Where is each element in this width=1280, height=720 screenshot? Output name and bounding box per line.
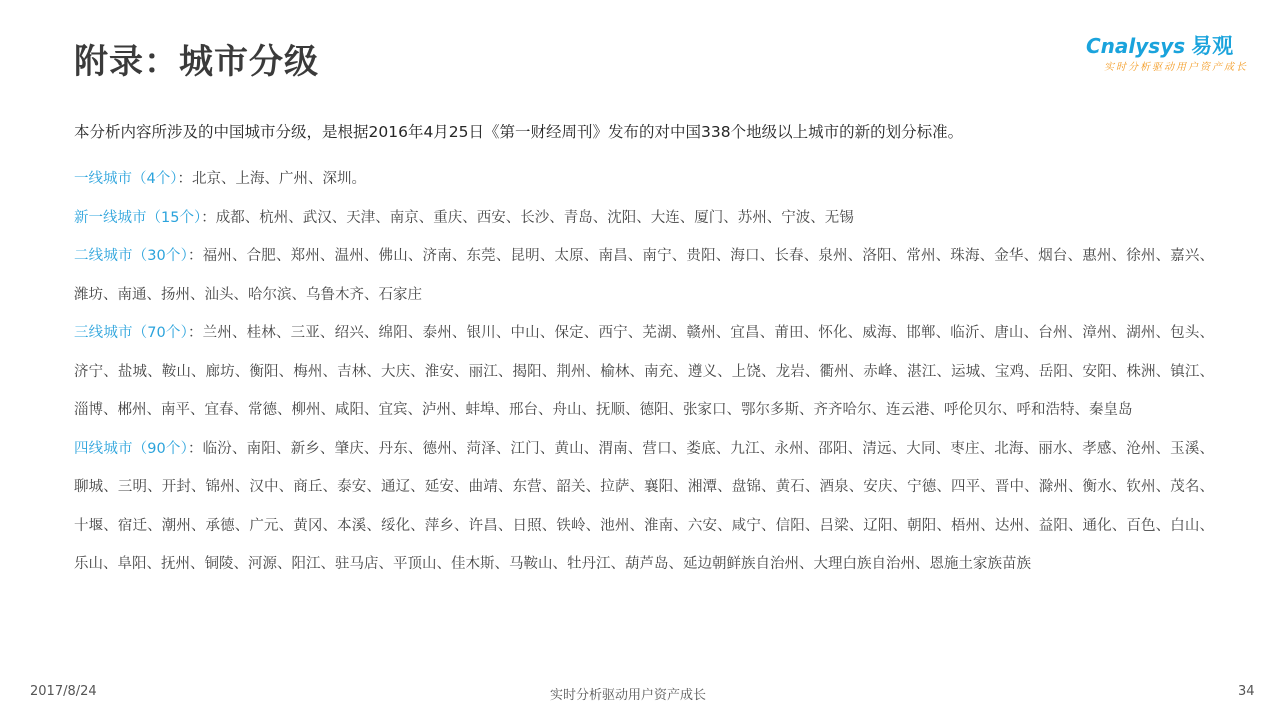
tier-cities: ：临汾、南阳、新乡、肇庆、丹东、德州、菏泽、江门、黄山、渭南、营口、娄底、九江、永州、邵阳、清远、大同、枣庄、北海、丽水、孝感、沧州、玉溪、聊城、三明、开封、锦州、汉中、商丘、泰安、通辽、延安、曲靖、东营、韶关、拉萨、襄阳、湘潭、盘锦、黄石、酒泉、安庆、宁德、四平、晋中、滁州、衡水、钦州、茂名、十堰、宿迁、潮州、承德、广元、黄冈、本溪、绥化、萍乡、许昌、日照、铁岭、池州、淮南、六安、咸宁、信阳、吕梁、辽阳、朝阳、梧州、达州、益阳、通化、百色、白山、乐山、阜阳、抚州、铜陵、河源、阳江、驻马店、平顶山、佳木斯、马鞍山、牡丹江、葫芦岛、延边朝鲜族自治州、大理白族自治州、恩施土家族苗族 <box>74 440 1214 572</box>
tier-4 <box>74 430 1214 584</box>
tier-cities: ：北京、上海、广州、深圳。 <box>177 171 366 187</box>
page-title: 附录：城市分级 <box>74 42 319 82</box>
logo-wordmark <box>1086 30 1233 60</box>
footer-tagline: 实时分析驱动用户资产成长 <box>550 688 707 703</box>
logo-word: Cnalysys <box>1086 34 1186 58</box>
tier-cities: ：成都、杭州、武汉、天津、南京、重庆、西安、长沙、青岛、沈阳、大连、厦门、苏州、宁波、无锡 <box>201 209 854 226</box>
tier-1 <box>74 160 1214 199</box>
logo-tagline: 实时分析驱动用户资产成长 <box>1104 62 1248 73</box>
tier-label: 四线城市（90个） <box>74 440 188 457</box>
tier-new-1 <box>74 199 1214 238</box>
tier-2 <box>74 237 1214 314</box>
tier-label: 一线城市（4个） <box>74 171 178 187</box>
tier-label: 二线城市（30个） <box>74 248 188 264</box>
tier-cities: ：兰州、桂林、三亚、绍兴、绵阳、泰州、银川、中山、保定、西宁、芜湖、赣州、宜昌、莆田、怀化、威海、邯郸、临沂、唐山、台州、漳州、湖州、包头、济宁、盐城、鞍山、廊坊、衡阳、梅州、吉林、大庆、淮安、丽江、揭阳、荆州、榆林、南充、遵义、上饶、龙岩、衢州、赤峰、湛江、运城、宝鸡、岳阳、安阳、株洲、镇江、淄博、郴州、南平、宜春、常德、柳州、咸阳、宜宾、泸州、蚌埠、邢台、舟山、抚顺、德阳、张家口、鄂尔多斯、齐齐哈尔、连云港、呼伦贝尔、呼和浩特、秦皇岛 <box>74 325 1214 418</box>
intro-text: 本分析内容所涉及的中国城市分级，是根据2016年4月25日《第一财经周刊》发布的对中国338个地级以上城市的新的划分标准。 <box>74 123 964 141</box>
city-tier-list <box>74 160 1214 584</box>
page-number: 34 <box>1238 684 1255 699</box>
tier-label: 三线城市（70个） <box>74 325 188 341</box>
analysys-logo <box>1086 30 1246 76</box>
footer-date: 2017/8/24 <box>30 684 97 699</box>
tier-cities: ：福州、合肥、郑州、温州、佛山、济南、东莞、昆明、太原、南昌、南宁、贵阳、海口、长春、泉州、洛阳、常州、珠海、金华、烟台、惠州、徐州、嘉兴、潍坊、南通、扬州、汕头、哈尔滨、乌鲁木齐、石家庄 <box>74 248 1214 303</box>
tier-3 <box>74 314 1214 430</box>
tier-label: 新一线城市（15个） <box>74 209 202 226</box>
logo-cn: 易观 <box>1191 34 1234 58</box>
